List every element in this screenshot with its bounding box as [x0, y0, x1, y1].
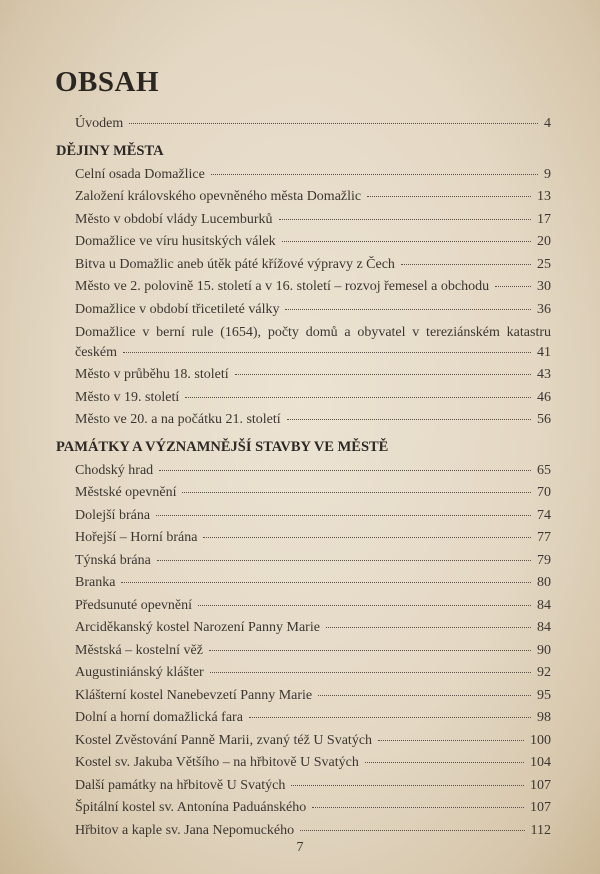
toc-entry-label: Hřbitov a kaple sv. Jana Nepomuckého — [75, 822, 295, 838]
toc-entry-label: Špitální kostel sv. Antonína Paduánského — [75, 800, 307, 815]
toc-entry-page: 79 — [537, 552, 551, 568]
table-of-contents — [56, 113, 551, 842]
dot-leader — [198, 605, 531, 606]
toc-entry-page: 41 — [537, 345, 551, 360]
section-heading: DĚJINY MĚSTA — [56, 142, 164, 159]
toc-entry — [56, 276, 551, 299]
toc-entry — [56, 364, 551, 387]
toc-entry-label: Městské opevnění — [75, 485, 177, 500]
toc-entry-label: Město ve 2. polovině 15. století a v 16. století – rozvoj řemesel a obchodu — [75, 279, 490, 294]
toc-entry-label: Klášterní kostel Nanebevzetí Panny Marie — [75, 687, 313, 703]
toc-entry-label: Město ve 20. a na počátku 21. století — [75, 412, 281, 427]
dot-leader — [182, 492, 531, 493]
toc-entry-page: 84 — [537, 597, 551, 613]
toc-entry-label: Domažlice v berní rule (1654), počty domů a obyvatel v tereziánském katastru — [75, 325, 551, 340]
toc-entry-page: 95 — [537, 687, 551, 703]
toc-entry-page: 90 — [537, 642, 551, 658]
toc-entry-page: 77 — [537, 530, 551, 545]
dot-leader — [203, 537, 531, 538]
page-title: OBSAH — [55, 66, 160, 98]
toc-entry-page: 112 — [530, 822, 551, 838]
toc-entry-label: Bitva u Domažlic aneb útěk páté křížové výpravy z Čech — [75, 256, 395, 272]
dot-leader — [312, 807, 524, 808]
toc-entry-label-continued: českém — [75, 345, 117, 360]
toc-entry-intro — [56, 113, 551, 136]
toc-entry-label: Město v průběhu 18. století — [75, 367, 229, 382]
toc-entry-label: Městská – kostelní věž — [75, 642, 203, 658]
toc-entry-page: 107 — [530, 800, 551, 815]
toc-entry-label: Branka — [75, 575, 116, 590]
toc-entry-label: Chodský hrad — [75, 462, 154, 478]
toc-entry — [56, 209, 551, 232]
section-heading: PAMÁTKY A VÝZNAMNĚJŠÍ STAVBY VE MĚSTĚ — [56, 438, 389, 455]
toc-entry — [56, 730, 551, 753]
toc-entry — [56, 186, 551, 209]
toc-entry-label: Dolejší brána — [75, 507, 151, 523]
toc-entry-page: 4 — [544, 116, 551, 131]
toc-entry-label: Kostel sv. Jakuba Většího – na hřbitově U Svatých — [75, 755, 359, 770]
dot-leader — [365, 762, 524, 763]
toc-entry-page: 43 — [537, 367, 551, 382]
dot-leader — [285, 309, 531, 310]
dot-leader — [157, 560, 531, 561]
dot-leader — [159, 470, 531, 471]
toc-entry — [56, 231, 551, 254]
toc-entry-page: 74 — [537, 507, 551, 523]
toc-entry-label: Týnská brána — [75, 552, 151, 568]
toc-entry — [56, 685, 551, 708]
dot-leader — [156, 515, 531, 516]
toc-entry-label: Město v 19. století — [75, 389, 180, 405]
dot-leader — [235, 374, 531, 375]
toc-entry — [56, 775, 551, 798]
dot-leader — [129, 123, 538, 124]
toc-entry-page: 20 — [537, 234, 551, 249]
toc-entry — [56, 797, 551, 820]
dot-leader — [121, 582, 531, 583]
toc-entry-page: 65 — [537, 462, 551, 478]
toc-entry — [56, 409, 551, 432]
toc-entry — [56, 617, 551, 640]
dot-leader — [185, 397, 531, 398]
toc-entry-label: Město v období vlády Lucemburků — [75, 211, 273, 227]
toc-entry — [56, 820, 551, 843]
toc-entry — [56, 550, 551, 573]
toc-entry-page: 17 — [537, 211, 551, 227]
toc-entry-page: 46 — [537, 389, 551, 405]
toc-entry — [56, 254, 551, 277]
dot-leader — [123, 352, 531, 353]
dot-leader — [291, 785, 524, 786]
toc-entry-page: 9 — [544, 166, 551, 182]
toc-entry-label: Předsunuté opevnění — [75, 597, 193, 613]
toc-entry-label: Další památky na hřbitově U Svatých — [75, 777, 286, 793]
toc-entry-page: 100 — [530, 732, 551, 748]
toc-entry-page: 70 — [537, 485, 551, 500]
toc-entry-page: 36 — [537, 301, 551, 317]
toc-entry — [56, 640, 551, 663]
toc-entry — [56, 460, 551, 483]
toc-entry — [56, 482, 551, 505]
toc-entry-label: Augustiniánský klášter — [75, 665, 204, 680]
toc-entry-label: Dolní a horní domažlická fara — [75, 710, 243, 725]
toc-entry — [56, 595, 551, 618]
toc-entry-page: 25 — [537, 256, 551, 272]
toc-entry-page: 30 — [537, 279, 551, 294]
dot-leader — [210, 672, 531, 673]
dot-leader — [495, 286, 531, 287]
toc-entry-page: 56 — [537, 412, 551, 427]
toc-entry — [56, 164, 551, 187]
toc-entry — [56, 527, 551, 550]
toc-entry-label: Arciděkanský kostel Narození Panny Marie — [75, 620, 320, 635]
dot-leader — [211, 174, 538, 175]
toc-entry-page: 107 — [530, 777, 551, 793]
toc-entry-label: Kostel Zvěstování Panně Marii, zvaný též U Svatých — [75, 732, 373, 748]
toc-entry-page: 98 — [537, 710, 551, 725]
toc-entry-page: 104 — [530, 755, 551, 770]
dot-leader — [367, 196, 531, 197]
toc-entry-page: 13 — [537, 189, 551, 204]
toc-entry-label: Hořejší – Horní brána — [75, 530, 198, 545]
toc-entry — [56, 387, 551, 410]
dot-leader — [287, 419, 531, 420]
dot-leader — [209, 650, 531, 651]
toc-entry — [56, 505, 551, 528]
toc-entry-label: Založení královského opevněného města Domažlic — [75, 189, 362, 204]
toc-entry-label: Domažlice v období třicetileté války — [75, 301, 280, 317]
toc-entry-page: 92 — [537, 665, 551, 680]
toc-entry-label: Úvodem — [75, 116, 124, 131]
toc-entry-page: 80 — [537, 575, 551, 590]
dot-leader — [300, 830, 524, 831]
dot-leader — [318, 695, 531, 696]
dot-leader — [282, 241, 531, 242]
toc-entry-label: Domažlice ve víru husitských válek — [75, 234, 276, 249]
toc-entry — [56, 324, 551, 364]
toc-entry — [56, 752, 551, 775]
toc-entry — [56, 572, 551, 595]
toc-entry — [56, 662, 551, 685]
dot-leader — [378, 740, 524, 741]
dot-leader — [401, 264, 531, 265]
toc-entry — [56, 299, 551, 322]
page-number: 7 — [296, 840, 304, 855]
toc-entry-label: Celní osada Domažlice — [75, 166, 205, 182]
dot-leader — [279, 219, 531, 220]
toc-entry — [56, 707, 551, 730]
dot-leader — [249, 717, 531, 718]
toc-entry-page: 84 — [537, 620, 551, 635]
dot-leader — [326, 627, 531, 628]
